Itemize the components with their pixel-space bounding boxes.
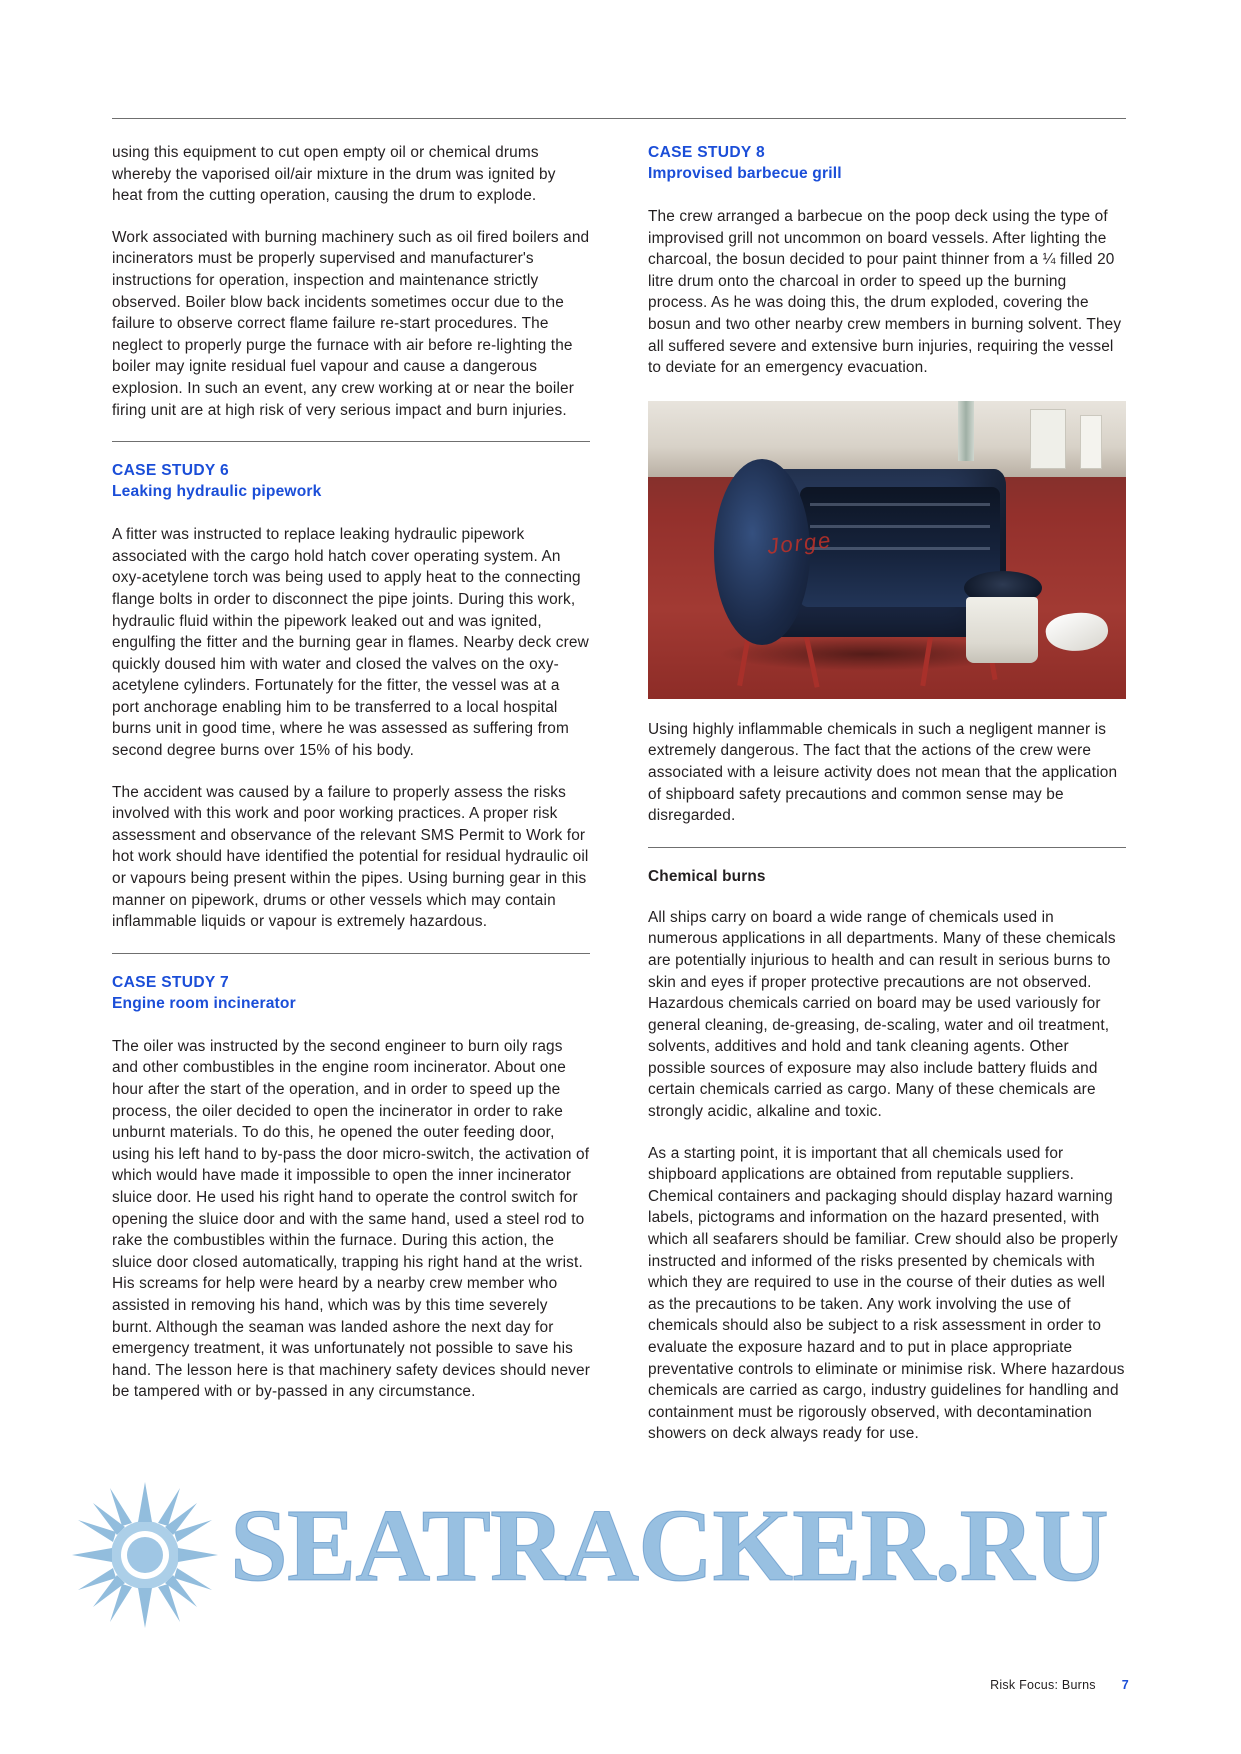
chemical-burns-heading: Chemical burns: [648, 867, 766, 885]
grill-bar: [810, 503, 990, 506]
case-study-7-title: CASE STUDY 7: [112, 973, 229, 991]
watermark: [40, 1480, 1200, 1630]
photo-caption: Using highly inflammable chemicals in such a negligent manner is extremely dangerous. The fact that the actions of the crew were associated with a leisure activity does not mean that the application of shipboard safety precautions and common sense may be disregarded.: [648, 720, 1118, 825]
top-rule: [112, 118, 1126, 119]
two-column-body: [112, 142, 1126, 1445]
left-column: [112, 142, 590, 1445]
case-study-8-subtitle: Improvised barbecue grill: [648, 165, 842, 182]
case-study-7-subtitle: Engine room incinerator: [112, 994, 296, 1012]
wall-bottle: [1080, 415, 1102, 469]
paragraph: As a starting point, it is important that all chemicals used for shipboard applications are obtained from reputable suppliers. Chemical containers and packaging should display hazard warning labels, pictograms and information on the hazard presented, with which all seafarers should be familiar. Crew should also be properly instructed and informed of the risks presented by chemicals with which they are required to use in the course of their duties as well as the precautions to be taken. Any work involving the use of chemicals should also be subject to a risk assessment in order to evaluate the exposure hazard and to put in place appropriate preventative controls to eliminate or minimise risk. Where hazardous chemicals are carried as cargo, industry guidelines for handling and containment must be rigorously observed, with decontamination showers on deck always ready for use.: [648, 1144, 1125, 1443]
page-footer: [990, 1678, 1129, 1692]
drum-painted-text: Jorge: [766, 526, 834, 559]
section-divider: [648, 847, 1126, 848]
case-study-6-title: CASE STUDY 6: [112, 462, 229, 480]
section-divider: [112, 441, 590, 442]
section-divider: [112, 953, 590, 954]
paragraph: All ships carry on board a wide range of chemicals used in numerous applications in all departments. Many of these chemicals are potentially injurious to health and can result in serious burns to skin and eyes if proper protective precautions are not observed. Hazardous chemicals carried on board may be used variously for general cleaning, de-greasing, de-scaling, water and oil treatment, solvents, additives and hold and tank cleaning agents. Other possible sources of exposure may also include battery fluids and certain chemicals carried as cargo. Many of these chemicals are strongly acidic, alkaline and toxic.: [648, 908, 1116, 1121]
paragraph: The oiler was instructed by the second engineer to burn oily rags and other combustibles in the engine room incinerator. About one hour after the start of the operation, and in order to speed up the process, the oiler decided to open the incinerator in order to rake unburnt materials. To do this, he opened the outer feeding door, using his left hand to by-pass the door micro-switch, the activation of which would have made it impossible to open the inner incinerator sluice door. He used his right hand to operate the control switch for opening the sluice door and with the same hand, used a steel rod to rake the combustibles within the furnace. During this action, the sluice door closed automatically, trapping his right hand at the wrist. His screams for help were heard by a nearby crew member who assisted in removing his hand, which was by this time severely burnt. Although the seaman was landed ashore the next day for emergency treatment, it was unfortunately not possible to save his hand. The lesson here is that machinery safety devices should never be tampered with or by-passed in any circumstance.: [112, 1037, 591, 1401]
footer-title: Risk Focus: Burns: [990, 1678, 1096, 1692]
wall-pipe: [958, 401, 974, 461]
paragraph: using this equipment to cut open empty oil or chemical drums whereby the vaporised oil/air mixture in the drum was ignited by heat from the cutting operation, causing the drum to explode.: [112, 144, 556, 205]
watermark-text: SEATRACKER.RU: [230, 1488, 1108, 1603]
wall-fitting: [1030, 409, 1066, 469]
sun-icon: [70, 1480, 220, 1630]
barbecue-grill-photo: [648, 401, 1126, 699]
paragraph: A fitter was instructed to replace leaking hydraulic pipework associated with the cargo hold hatch cover operating system. An oxy-acetylene torch was being used to apply heat to the connecting flange bolts in order to disconnect the pipe joints. During this work, hydraulic fluid within the pipework leaked out and was ignited, engulfing the fitter and the burning gear in flames. Nearby deck crew quickly doused him with water and closed the valves on the oxy-acetylene cylinders. Fortunately for the fitter, the vessel was at a port anchorage enabling him to be transferred to a local hospital burns unit in good time, where he was assessed as suffering from second degree burns over 15% of his body.: [112, 526, 589, 760]
case-study-8-title: CASE STUDY 8: [648, 144, 765, 161]
right-column: [648, 142, 1126, 1445]
page-number: 7: [1121, 1678, 1129, 1692]
paragraph: The crew arranged a barbecue on the poop deck using the type of improvised grill not uncommon on board vessels. After lighting the charcoal, the bosun decided to pour paint thinner from a ¼ filled 20 litre drum onto the charcoal in order to speed up the burning process. As he was doing this, the drum exploded, covering the bosun and two other nearby crew members in burning solvent. They all suffered severe and extensive burn injuries, requiring the vessel to deviate for an emergency evacuation.: [648, 208, 1122, 377]
paragraph: Work associated with burning machinery such as oil fired boilers and incinerators must be properly supervised and manufacturer's instructions for operation, inspection and maintenance strictly observed. Boiler blow back incidents sometimes occur due to the failure to observe correct flame failure re-start procedures. The neglect to properly purge the furnace with air before re-lighting the boiler may ignite residual fuel vapour and cause a dangerous explosion. In such an event, any crew working at or near the boiler firing unit are at high risk of very serious impact and burn injuries.: [112, 228, 590, 419]
paint-tin: [966, 597, 1038, 663]
case-study-6-subtitle: Leaking hydraulic pipework: [112, 483, 322, 501]
paragraph: The accident was caused by a failure to properly assess the risks involved with this work and poor working practices. A proper risk assessment and observance of the relevant SMS Permit to Work for hot work should have identified the potential for residual hydraulic oil or vapours being present within the pipes. Using burning gear in this manner on pipework, drums or other vessels which may contain inflammable liquids or vapour is extremely hazardous.: [112, 783, 589, 931]
